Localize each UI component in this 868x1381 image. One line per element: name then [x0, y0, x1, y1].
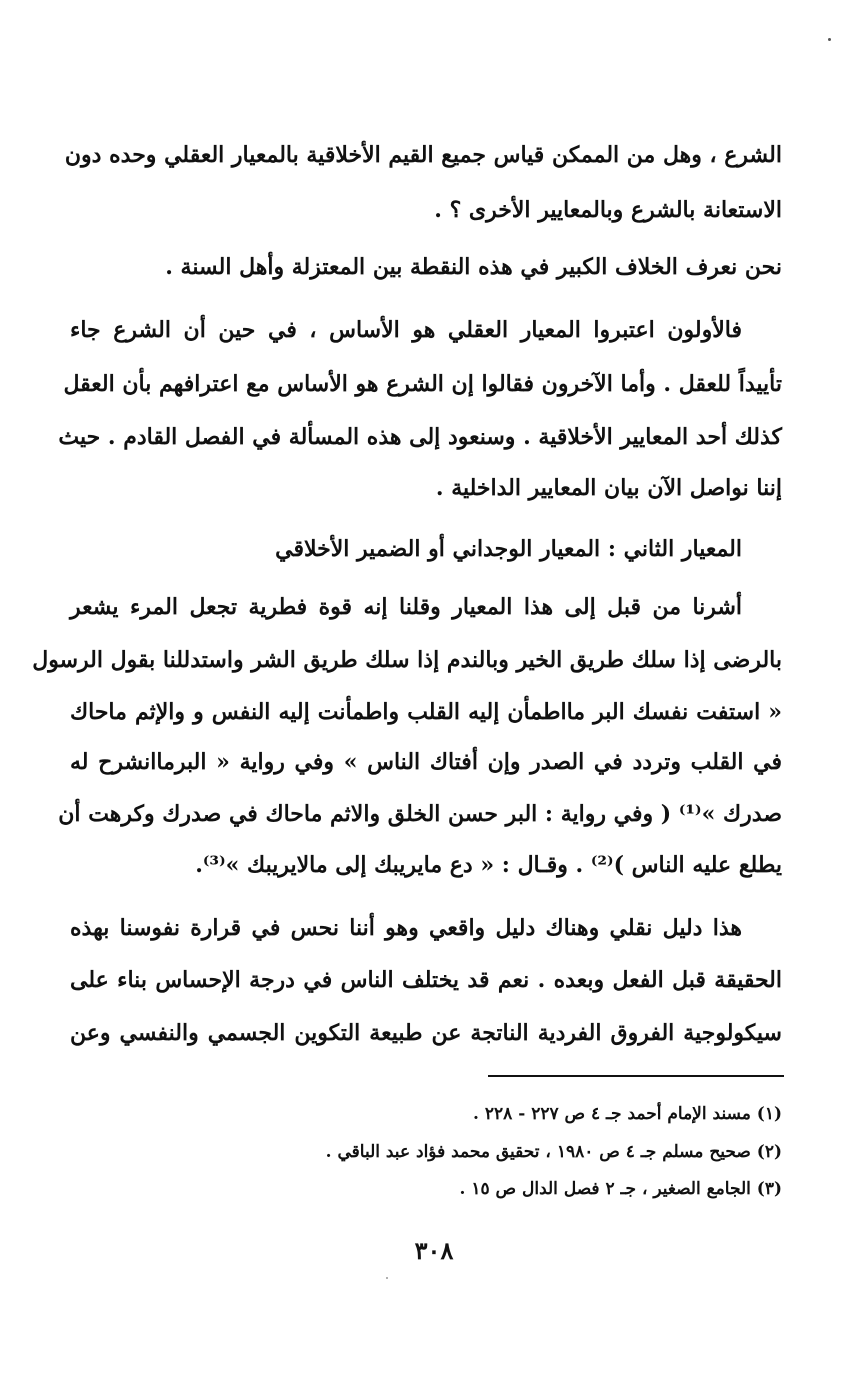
paragraph-4-line-4: في القلب وتردد في الصدر وإن أفتاك الناس » وفي رواية « البرماانشرح له [70, 749, 782, 775]
page-number: ٣٠٨ [414, 1236, 454, 1265]
scan-speck [828, 38, 831, 41]
paragraph-4-line-2: بالرضى إذا سلك طريق الخير وبالندم إذا سلك طريق الشر واستدللنا بقول الرسول [32, 647, 782, 673]
paragraph-4-line-3: « استفت نفسك البر مااطمأن إليه القلب واطمأنت إليه النفس و والإثم ماحاك [70, 699, 782, 725]
paragraph-3-line-1: فالأولون اعتبروا المعيار العقلي هو الأساس ، في حين أن الشرع جاء [70, 317, 742, 343]
paragraph-5-line-2: الحقيقة قبل الفعل وبعده . نعم قد يختلف الناس في درجة الإحساس بناء على [70, 967, 782, 993]
footnote-2: (٢) صحيح مسلم جـ ٤ ص ١٩٨٠ ، تحقيق محمد فؤاد عبد الباقي . [325, 1142, 782, 1162]
paragraph-1-line-1: الشرع ، وهل من الممكن قياس جميع القيم الأخلاقية بالمعيار العقلي وحده دون [64, 142, 782, 168]
paragraph-1-line-2: الاستعانة بالشرع وبالمعايير الأخرى ؟ . [434, 197, 782, 223]
paragraph-3-line-3: كذلك أحد المعايير الأخلاقية . وسنعود إلى هذه المسألة في الفصل القادم . حيث [58, 424, 782, 450]
paragraph-5-line-1: هذا دليل نقلي وهناك دليل واقعي وهو أننا نحس في قرارة نفوسنا بهذه [70, 915, 742, 941]
paragraph-4-line-1: أشرنا من قبل إلى هذا المعيار وقلنا إنه قوة فطرية تجعل المرء يشعر [70, 594, 742, 620]
paragraph-4-line-5: صدرك »⁽¹⁾ ( وفي رواية : البر حسن الخلق والاثم ماحاك في صدرك وكرهت أن [58, 801, 782, 827]
paragraph-3-line-4: إننا نواصل الآن بيان المعايير الداخلية . [435, 475, 782, 501]
paragraph-3-line-2: تأييداً للعقل . وأما الآخرون فقالوا إن الشرع هو الأساس مع اعترافهم بأن العقل [63, 371, 782, 397]
scan-speck [386, 1277, 388, 1279]
paragraph-2-line-1: نحن نعرف الخلاف الكبير في هذه النقطة بين المعتزلة وأهل السنة . [165, 254, 782, 280]
section-heading: المعيار الثاني : المعيار الوجداني أو الضمير الأخلاقي [275, 536, 742, 562]
paragraph-4-line-6: يطلع عليه الناس )⁽²⁾ . وقـال : « دع مايريبك إلى مالايريبك »⁽³⁾. [195, 852, 782, 878]
footnote-1: (١) مسند الإمام أحمد جـ ٤ ص ٢٢٧ - ٢٢٨ . [473, 1104, 782, 1124]
paragraph-5-line-3: سيكولوجية الفروق الفردية الناتجة عن طبيعة التكوين الجسمي والنفسي وعن [70, 1020, 782, 1046]
footnote-3: (٣) الجامع الصغير ، جـ ٢ فصل الدال ص ١٥ . [459, 1179, 782, 1199]
footnote-divider [488, 1075, 784, 1077]
